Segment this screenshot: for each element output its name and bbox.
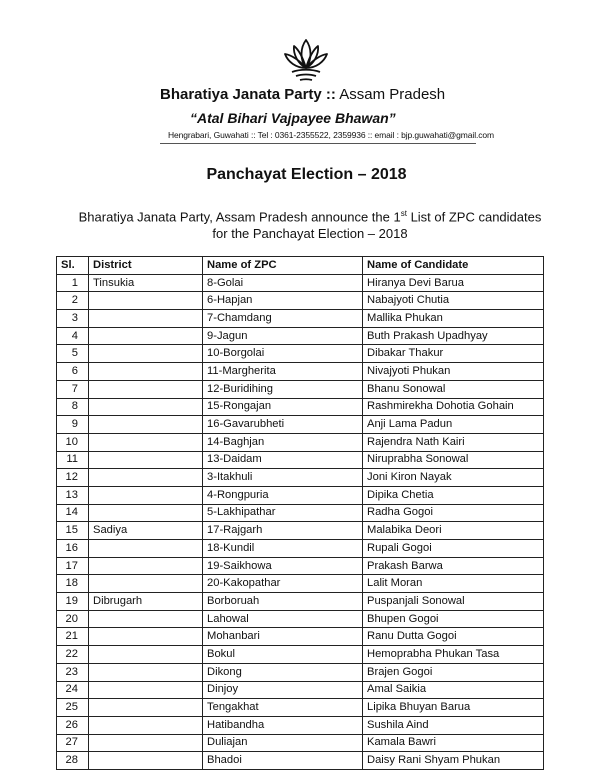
cell-candidate: Daisy Rani Shyam Phukan — [363, 752, 544, 770]
cell-candidate: Ranu Dutta Gogoi — [363, 628, 544, 646]
cell-zpc: Tengakhat — [203, 699, 363, 717]
cell-zpc: 10-Borgolai — [203, 345, 363, 363]
table-row — [57, 433, 544, 451]
cell-zpc: 12-Buridihing — [203, 380, 363, 398]
organization-line — [160, 86, 490, 103]
cell-sl: 19 — [57, 593, 89, 611]
cell-district — [89, 486, 203, 504]
cell-district — [89, 345, 203, 363]
cell-sl: 1 — [57, 274, 89, 292]
cell-sl: 9 — [57, 416, 89, 434]
cell-district — [89, 433, 203, 451]
cell-district — [89, 734, 203, 752]
cell-zpc: Duliajan — [203, 734, 363, 752]
table-row — [57, 699, 544, 717]
cell-zpc: 17-Rajgarh — [203, 522, 363, 540]
cell-sl: 14 — [57, 504, 89, 522]
cell-sl: 25 — [57, 699, 89, 717]
cell-zpc: Bokul — [203, 646, 363, 664]
cell-candidate: Mallika Phukan — [363, 310, 544, 328]
header-district: District — [89, 257, 203, 275]
cell-zpc: Dinjoy — [203, 681, 363, 699]
cell-district — [89, 292, 203, 310]
cell-sl: 8 — [57, 398, 89, 416]
cell-district — [89, 416, 203, 434]
state-name: Assam Pradesh — [339, 86, 446, 103]
cell-sl: 26 — [57, 716, 89, 734]
cell-candidate: Prakash Barwa — [363, 557, 544, 575]
cell-zpc: Lahowal — [203, 610, 363, 628]
table-row — [57, 593, 544, 611]
table-row — [57, 398, 544, 416]
cell-district — [89, 310, 203, 328]
table-row — [57, 734, 544, 752]
cell-district: Dibrugarh — [89, 593, 203, 611]
announcement-line-2: for the Panchayat Election – 2018 — [212, 226, 408, 242]
cell-district — [89, 363, 203, 381]
cell-sl: 28 — [57, 752, 89, 770]
cell-zpc: 20-Kakopathar — [203, 575, 363, 593]
cell-sl: 20 — [57, 610, 89, 628]
cell-candidate: Bhanu Sonowal — [363, 380, 544, 398]
cell-candidate: Hemoprabha Phukan Tasa — [363, 646, 544, 664]
cell-candidate: Amal Saikia — [363, 681, 544, 699]
table-row — [57, 504, 544, 522]
cell-district — [89, 540, 203, 558]
contact-line: Hengrabari, Guwahati :: Tel : 0361-2355522, 2359936 :: email : bjp.guwahati@gmail.com — [168, 130, 495, 140]
cell-zpc: 13-Daidam — [203, 451, 363, 469]
cell-candidate: Sushila Aind — [363, 716, 544, 734]
table-row — [57, 345, 544, 363]
header-zpc: Name of ZPC — [203, 257, 363, 275]
cell-candidate: Anji Lama Padun — [363, 416, 544, 434]
table-row — [57, 716, 544, 734]
cell-district — [89, 663, 203, 681]
cell-candidate: Lalit Moran — [363, 575, 544, 593]
candidate-table — [56, 256, 544, 770]
cell-sl: 17 — [57, 557, 89, 575]
cell-sl: 18 — [57, 575, 89, 593]
cell-zpc: Dikong — [203, 663, 363, 681]
table-row — [57, 681, 544, 699]
cell-zpc: 4-Rongpuria — [203, 486, 363, 504]
cell-sl: 2 — [57, 292, 89, 310]
cell-zpc: 14-Baghjan — [203, 433, 363, 451]
cell-candidate: Malabika Deori — [363, 522, 544, 540]
cell-district — [89, 610, 203, 628]
announcement-superscript: st — [400, 209, 407, 218]
cell-candidate: Joni Kiron Nayak — [363, 469, 544, 487]
cell-candidate: Brajen Gogoi — [363, 663, 544, 681]
cell-sl: 10 — [57, 433, 89, 451]
table-row — [57, 540, 544, 558]
header-sl: Sl. — [57, 257, 89, 275]
table-row — [57, 451, 544, 469]
cell-zpc: 18-Kundil — [203, 540, 363, 558]
cell-sl: 5 — [57, 345, 89, 363]
cell-sl: 7 — [57, 380, 89, 398]
cell-candidate: Radha Gogoi — [363, 504, 544, 522]
table-row — [57, 557, 544, 575]
cell-sl: 3 — [57, 310, 89, 328]
cell-district — [89, 451, 203, 469]
cell-district — [89, 504, 203, 522]
cell-zpc: 15-Rongajan — [203, 398, 363, 416]
cell-zpc: 6-Hapjan — [203, 292, 363, 310]
cell-district — [89, 646, 203, 664]
cell-district — [89, 380, 203, 398]
cell-district: Tinsukia — [89, 274, 203, 292]
cell-zpc: 3-Itakhuli — [203, 469, 363, 487]
table-row — [57, 646, 544, 664]
table-row — [57, 380, 544, 398]
cell-candidate: Lipika Bhuyan Barua — [363, 699, 544, 717]
cell-zpc: 16-Gavarubheti — [203, 416, 363, 434]
header-candidate: Name of Candidate — [363, 257, 544, 275]
cell-zpc: Borboruah — [203, 593, 363, 611]
cell-zpc: 8-Golai — [203, 274, 363, 292]
cell-candidate: Hiranya Devi Barua — [363, 274, 544, 292]
table-row — [57, 628, 544, 646]
cell-candidate: Puspanjali Sonowal — [363, 593, 544, 611]
cell-zpc: 11-Margherita — [203, 363, 363, 381]
cell-candidate: Dibakar Thakur — [363, 345, 544, 363]
cell-zpc: 9-Jagun — [203, 327, 363, 345]
cell-candidate: Niruprabha Sonowal — [363, 451, 544, 469]
table-row — [57, 292, 544, 310]
announcement-text — [70, 205, 550, 242]
table-row — [57, 310, 544, 328]
header-divider — [160, 143, 476, 144]
announcement-line-1a: Bharatiya Janata Party, Assam Pradesh announce the 1 — [78, 209, 401, 225]
cell-zpc: 5-Lakhipathar — [203, 504, 363, 522]
cell-sl: 11 — [57, 451, 89, 469]
cell-sl: 16 — [57, 540, 89, 558]
cell-sl: 15 — [57, 522, 89, 540]
table-row — [57, 522, 544, 540]
table-row — [57, 274, 544, 292]
cell-district — [89, 575, 203, 593]
cell-candidate: Rajendra Nath Kairi — [363, 433, 544, 451]
cell-candidate: Bhupen Gogoi — [363, 610, 544, 628]
cell-zpc: 7-Chamdang — [203, 310, 363, 328]
table-row — [57, 575, 544, 593]
cell-district: Sadiya — [89, 522, 203, 540]
cell-district — [89, 628, 203, 646]
cell-district — [89, 398, 203, 416]
table-row — [57, 327, 544, 345]
table-row — [57, 486, 544, 504]
bhawan-motto: “Atal Bihari Vajpayee Bhawan” — [190, 110, 396, 126]
cell-district — [89, 557, 203, 575]
header-separator: :: — [325, 86, 336, 103]
cell-sl: 27 — [57, 734, 89, 752]
table-row — [57, 416, 544, 434]
cell-sl: 23 — [57, 663, 89, 681]
table-row — [57, 610, 544, 628]
cell-district — [89, 681, 203, 699]
cell-zpc: Bhadoi — [203, 752, 363, 770]
cell-candidate: Buth Prakash Upadhyay — [363, 327, 544, 345]
cell-candidate: Rashmirekha Dohotia Gohain — [363, 398, 544, 416]
table-row — [57, 663, 544, 681]
cell-candidate: Nivajyoti Phukan — [363, 363, 544, 381]
cell-zpc: Mohanbari — [203, 628, 363, 646]
cell-candidate: Dipika Chetia — [363, 486, 544, 504]
table-row — [57, 469, 544, 487]
cell-sl: 22 — [57, 646, 89, 664]
cell-candidate: Rupali Gogoi — [363, 540, 544, 558]
party-name: Bharatiya Janata Party — [160, 86, 322, 103]
cell-district — [89, 469, 203, 487]
table-row — [57, 363, 544, 381]
cell-sl: 13 — [57, 486, 89, 504]
cell-candidate: Nabajyoti Chutia — [363, 292, 544, 310]
cell-district — [89, 716, 203, 734]
cell-sl: 24 — [57, 681, 89, 699]
cell-district — [89, 327, 203, 345]
cell-sl: 4 — [57, 327, 89, 345]
cell-sl: 12 — [57, 469, 89, 487]
cell-district — [89, 752, 203, 770]
table-row — [57, 752, 544, 770]
page-title: Panchayat Election – 2018 — [206, 166, 407, 183]
table-header-row — [57, 257, 544, 275]
lotus-logo-icon — [282, 34, 330, 86]
cell-candidate: Kamala Bawri — [363, 734, 544, 752]
cell-sl: 6 — [57, 363, 89, 381]
cell-zpc: 19-Saikhowa — [203, 557, 363, 575]
cell-sl: 21 — [57, 628, 89, 646]
cell-district — [89, 699, 203, 717]
announcement-line-1b: List of ZPC candidates — [406, 209, 542, 225]
cell-zpc: Hatibandha — [203, 716, 363, 734]
